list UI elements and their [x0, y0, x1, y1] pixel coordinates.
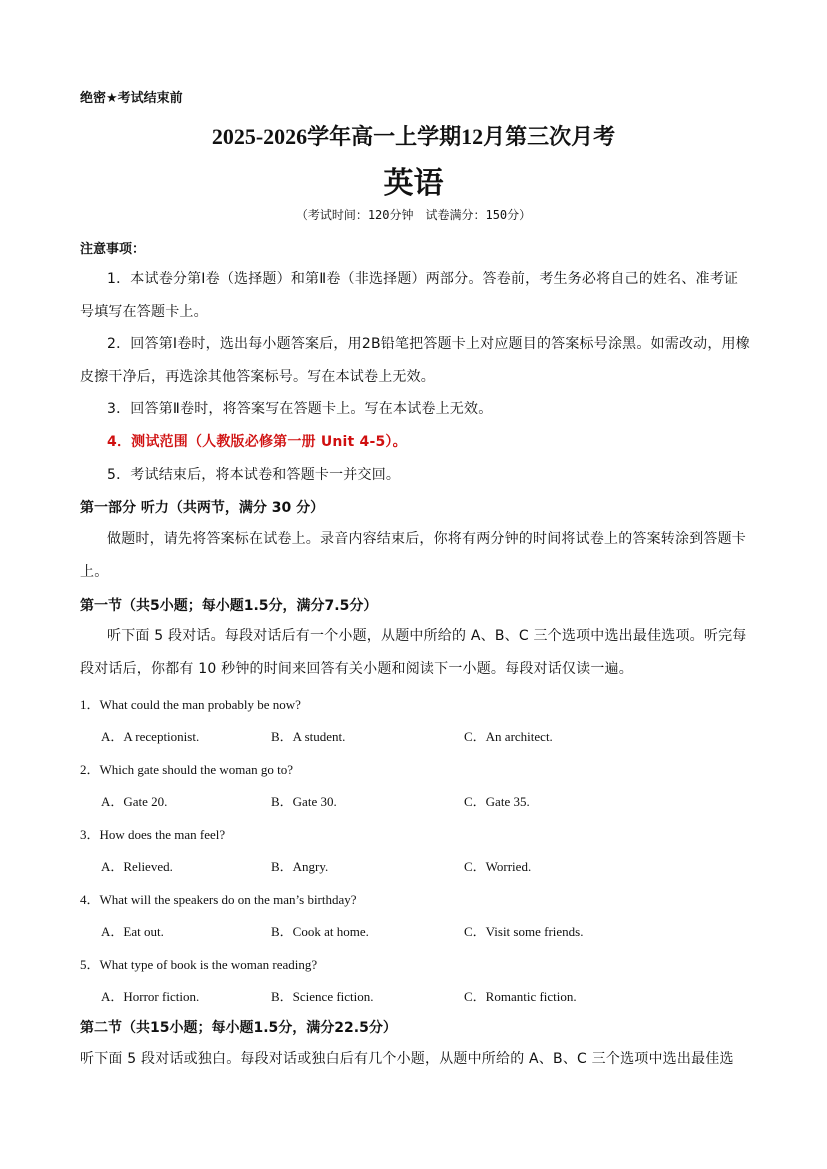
notice-item-1: 1．本试卷分第Ⅰ卷（选择题）和第Ⅱ卷（非选择题）两部分。答卷前，考生务必将自己的姓名、准考证号填写在答题卡上。 [80, 271, 739, 320]
q1-option-a: A．A receptionist. [101, 729, 200, 744]
q4-option-c: C．Visit some friends. [464, 924, 584, 939]
notice-item-2: 2．回答第Ⅰ卷时，选出每小题答案后，用2B铅笔把答题卡上对应题目的答案标号涂黑。如需改动，用橡皮擦干净后，再选涂其他答案标号。写在本试卷上无效。 [80, 336, 750, 385]
q5-option-b: B．Science fiction. [271, 989, 374, 1004]
q3-option-c: C．Worried. [464, 859, 532, 874]
q5-option-a: A．Horror fiction. [101, 989, 200, 1004]
q1-option-b: B．A student. [271, 729, 346, 744]
section1-heading: 第一节（共5小题；每小题1.5分，满分7.5分） [80, 598, 378, 614]
part1-heading: 第一部分 听力（共两节，满分 30 分） [80, 500, 325, 516]
notice-item-3: 3．回答第Ⅱ卷时，将答案写在答题卡上。写在本试卷上无效。 [107, 401, 493, 417]
q5-option-c: C．Romantic fiction. [464, 989, 577, 1004]
part1-intro: 做题时，请先将答案标在试卷上。录音内容结束后，你将有两分钟的时间将试卷上的答案转涂到答题卡上。 [80, 531, 746, 580]
question-2: 2．Which gate should the woman go to? [80, 762, 294, 777]
subject-title: 英语 [383, 166, 444, 201]
q2-option-a: A．Gate 20. [101, 794, 168, 809]
q3-option-a: A．Relieved. [101, 859, 173, 874]
question-5: 5．What type of book is the woman reading? [80, 957, 318, 972]
question-3: 3．How does the man feel? [80, 827, 226, 842]
notice-item-5: 5．考试结束后，将本试卷和答题卡一并交回。 [107, 467, 401, 483]
exam-info: （考试时间：120分钟 试卷满分：150分） [295, 208, 532, 222]
q1-option-c: C．An architect. [464, 729, 553, 744]
section1-intro: 听下面 5 段对话。每段对话后有一个小题，从题中所给的 A、B、C 三个选项中选出最佳选项。听完每段对话后，你都有 10 秒钟的时间来回答有关小题和阅读下一小题。每段对话仅读一遍。 [80, 628, 747, 677]
exam-title: 2025-2026学年高一上学期12月第三次月考 [211, 124, 616, 149]
q3-option-b: B．Angry. [271, 859, 329, 874]
q2-option-c: C．Gate 35. [464, 794, 530, 809]
q4-option-b: B．Cook at home. [271, 924, 369, 939]
notice-heading: 注意事项： [80, 242, 146, 257]
confidential-label: 绝密★考试结束前 [80, 91, 183, 106]
notice-item-4: 4．测试范围（人教版必修第一册 Unit 4-5）。 [107, 434, 407, 450]
section2-intro: 听下面 5 段对话或独白。每段对话或独白后有几个小题，从题中所给的 A、B、C 三个选项中选出最佳选 [80, 1051, 734, 1067]
q4-option-a: A．Eat out. [101, 924, 164, 939]
question-1: 1．What could the man probably be now? [80, 697, 301, 712]
question-4: 4．What will the speakers do on the man’s birthday? [80, 892, 357, 907]
q2-option-b: B．Gate 30. [271, 794, 337, 809]
section2-heading: 第二节（共15小题；每小题1.5分，满分22.5分） [80, 1020, 397, 1036]
